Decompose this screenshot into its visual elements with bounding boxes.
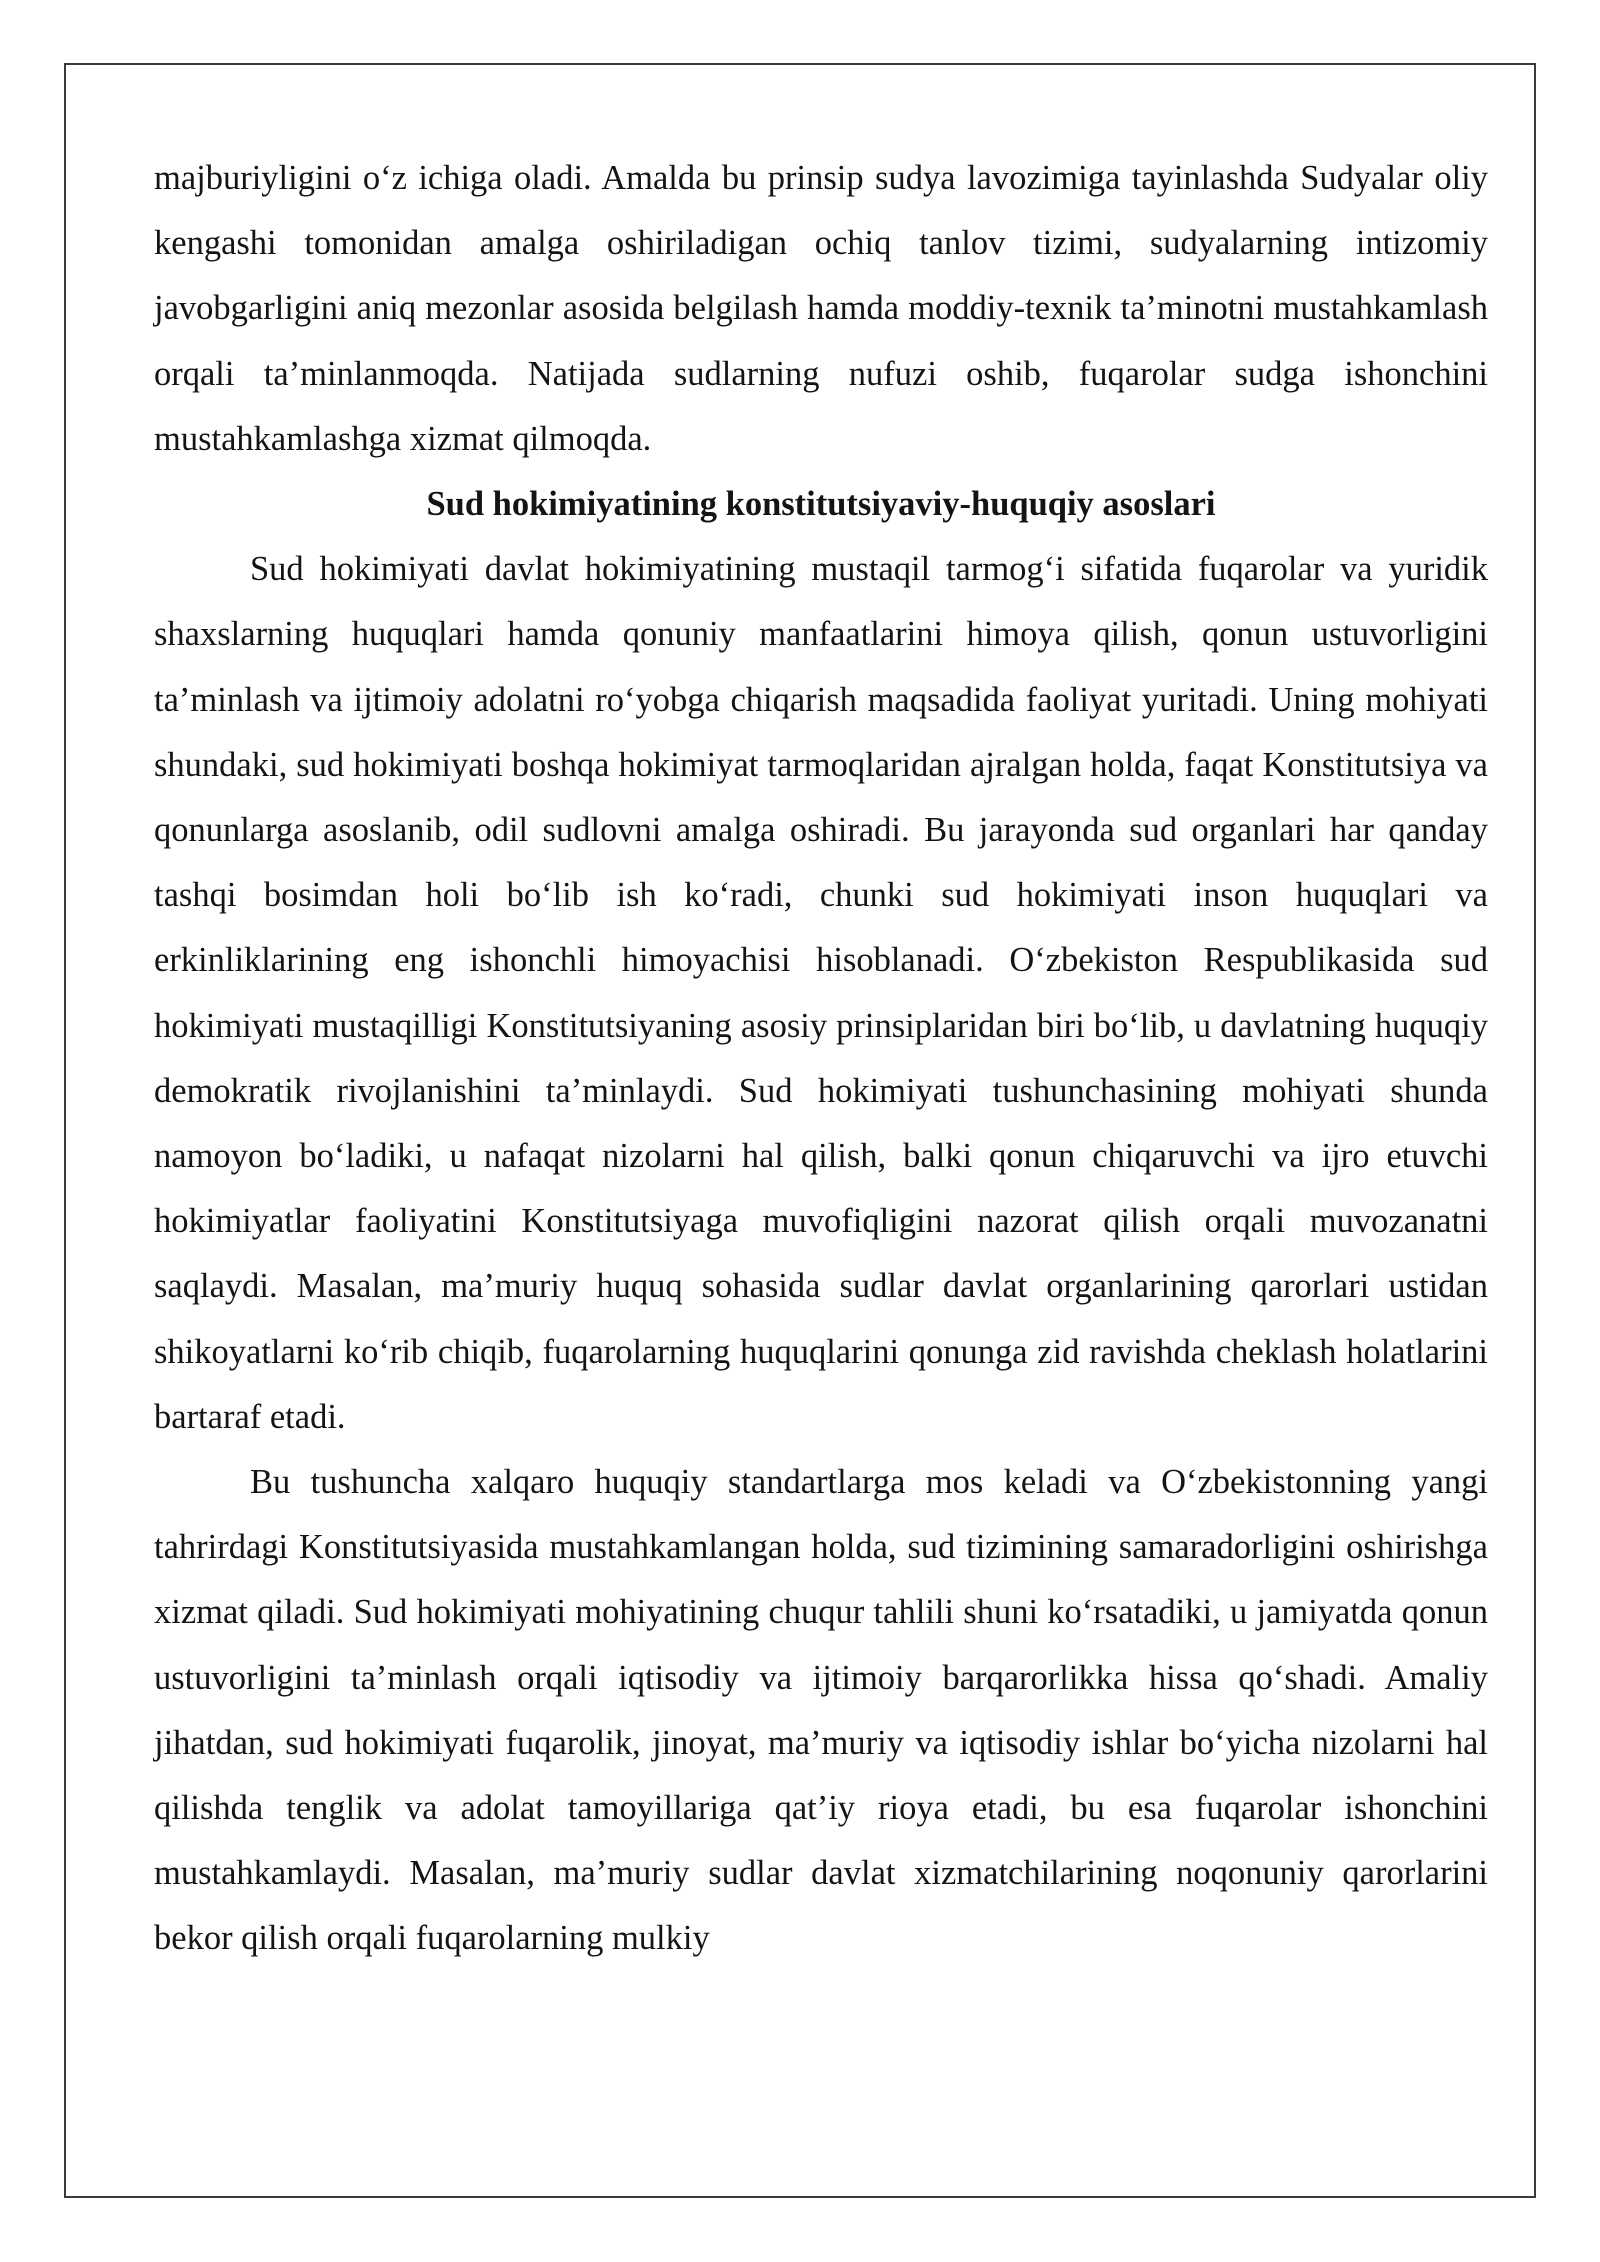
paragraph-essence: Sud hokimiyati davlat hokimiyatining mustaqil tarmog‘i sifatida fuqarolar va yuridik shaxslarning huquqlari hamda qonuniy manfaatlarini himoya qilish, qonun ustuvorligini ta’minlash va ijtimoiy adolatni ro‘yobga chiqarish maqsadida faoliyat yuritadi. Uning mohiyati shundaki, sud hokimiyati boshqa hokimiyat tarmoqlaridan ajralgan holda, faqat Konstitutsiya va qonunlarga asoslanib, odil sudlovni amalga oshiradi. Bu jarayonda sud organlari har qanday tashqi bosimdan holi bo‘lib ish ko‘radi, chunki sud hokimiyati inson huquqlari va erkinliklarining eng ishonchli himoyachisi hisoblanadi. O‘zbekiston Respublikasida sud hokimiyati mustaqilligi Konstitutsiyaning asosiy prinsiplaridan biri bo‘lib, u davlatning huquqiy demokratik rivojlanishini ta’minlaydi. Sud hokimiyati tushunchasining mohiyati shunda namoyon bo‘ladiki, u nafaqat nizolarni hal qilish, balki qonun chiqaruvchi va ijro etuvchi hokimiyatlar faoliyatini Konstitutsiyaga muvofiqligini nazorat qilish orqali muvozanatni saqlaydi. Masalan, ma’muriy huquq sohasida sudlar davlat organlarining qarorlari ustidan shikoyatlarni ko‘rib chiqib, fuqarolarning huquqlarini qonunga zid ravishda cheklash holatlarini bartaraf etadi. [154, 550, 1488, 1436]
paragraph-standards: Bu tushuncha xalqaro huquqiy standartlarga mos keladi va O‘zbekistonning yangi tahrirdagi Konstitutsiyasida mustahkamlangan holda, sud tizimining samaradorligini oshirishga xizmat qiladi. Sud hokimiyati mohiyatining chuqur tahlili shuni ko‘rsatadiki, u jamiyatda qonun ustuvorligini ta’minlash orqali iqtisodiy va ijtimoiy barqarorlikka hissa qo‘shadi. Amaliy jihatdan, sud hokimiyati fuqarolik, jinoyat, ma’muriy va iqtisodiy ishlar bo‘yicha nizolarni hal qilishda tenglik va adolat tamoyillariga qat’iy rioya etadi, bu esa fuqarolar ishonchini mustahkamlaydi. Masalan, ma’muriy sudlar davlat xizmatchilarining noqonuniy qarorlarini bekor qilish orqali fuqarolarning mulkiy [154, 1463, 1488, 1958]
paragraph-continued: majburiyligini o‘z ichiga oladi. Amalda bu prinsip sudya lavozimiga tayinlashda Sudyalar oliy kengashi tomonidan amalga oshiriladigan ochiq tanlov tizimi, sudyalarning intizomiy javobgarligini aniq mezonlar asosida belgilash hamda moddiy-texnik ta’minotni mustahkamlash orqali ta’minlanmoqda. Natijada sudlarning nufuzi oshib, fuqarolar sudga ishonchini mustahkamlashga xizmat qilmoqda. [154, 159, 1488, 458]
page-content [154, 146, 1488, 1972]
section-heading: Sud hokimiyatining konstitutsiyaviy-huquqiy asoslari [426, 485, 1216, 524]
